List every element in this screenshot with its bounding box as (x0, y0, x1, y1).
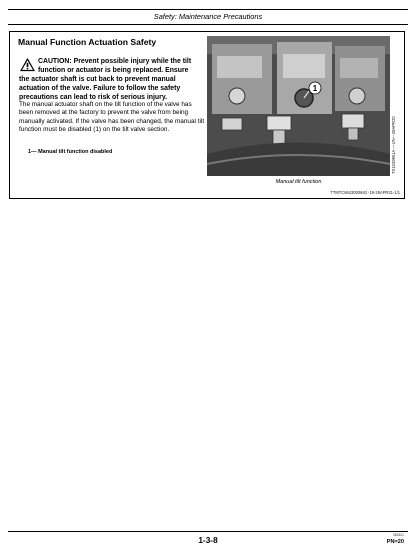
legend-item: 1— Manual tilt function disabled (28, 149, 113, 155)
body-paragraph: The manual actuator shaft on the tilt function of the valve has been removed at the factory to prevent the valve from being manually activated. If the valve has been changed, the manual tilt function must be disabled (1) on the tilt valve section. (19, 101, 205, 133)
warning-triangle-icon (19, 57, 36, 72)
photo-callout-1: 1 (312, 84, 318, 93)
running-header (8, 9, 408, 25)
valve-illustration (207, 36, 390, 176)
document-code: TTMTC8643000663 -19-28APR21-1/1 (330, 190, 400, 195)
caution-block (19, 57, 199, 102)
valve-photo (207, 36, 390, 176)
section-title: Manual Function Actuation Safety (18, 37, 157, 47)
footer-small-code: 081821 (392, 533, 404, 537)
pn-marker: PN=20 (386, 539, 404, 545)
photo-id-code: TX1039961A —UN—28APR20 (391, 116, 396, 174)
caution-text: CAUTION: Prevent possible injury while the tilt function or actuator is being replaced. Ensure the actuator shaft is cut back to prevent manual actuation of the valve. Failure to follow the safety precautions can lead to risk of serious injury. (19, 58, 192, 101)
page-number: 1-3-8 (198, 535, 218, 545)
header-title: Safety: Maintenance Precautions (153, 12, 263, 21)
photo-caption: Manual tilt function (275, 179, 322, 185)
content-section (9, 31, 405, 199)
footer-rule (8, 531, 408, 532)
